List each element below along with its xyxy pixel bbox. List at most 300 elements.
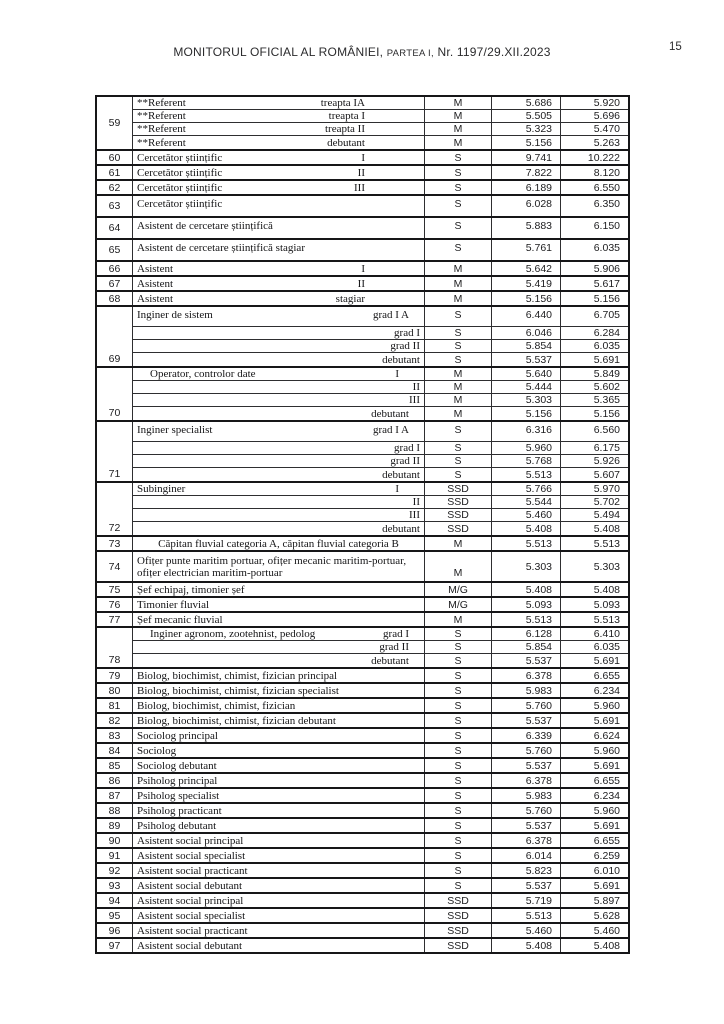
page-number: 15 [669, 41, 682, 53]
job-title-cell [133, 628, 425, 640]
group-rows [133, 628, 628, 667]
education-level-cell: S [425, 340, 492, 352]
row-number-cell [97, 151, 133, 164]
row-group [97, 909, 628, 924]
group-rows [133, 759, 628, 772]
value-col2-cell: 5.702 [593, 496, 620, 508]
row-number: 70 [108, 407, 121, 419]
row-number: 95 [108, 909, 121, 922]
table-row [133, 744, 628, 757]
row-group [97, 307, 628, 368]
grade-label: I [361, 151, 365, 164]
group-rows [133, 789, 628, 802]
value-col2-cell: 6.550 [593, 181, 620, 194]
row-group [97, 583, 628, 598]
job-title-cell [133, 744, 425, 757]
row-number: 77 [108, 613, 121, 626]
value-col2-cell: 5.093 [593, 598, 620, 611]
row-number: 68 [108, 292, 121, 305]
row-group [97, 819, 628, 834]
job-title: **Referent [137, 136, 186, 149]
group-rows [133, 819, 628, 832]
value-col2-cell: 6.410 [593, 628, 620, 640]
value-col1-cell: 5.513 [492, 909, 561, 922]
value-col2-cell: 5.960 [593, 804, 620, 817]
value-col1-cell: 6.046 [492, 327, 561, 339]
group-rows [133, 537, 628, 550]
row-number-cell [97, 196, 133, 216]
table-row [133, 819, 628, 832]
value-col1-cell: 5.760 [492, 699, 561, 712]
education-level-cell: S [425, 849, 492, 862]
job-title-cell [133, 714, 425, 727]
row-number: 97 [108, 939, 121, 952]
job-title: Subinginer [137, 483, 186, 495]
job-title: Cercetător științific [137, 166, 223, 179]
group-rows [133, 909, 628, 922]
education-level-cell: S [425, 628, 492, 640]
education-level-cell: S [425, 654, 492, 667]
job-title-cell [133, 340, 425, 352]
value-col1-cell: 5.766 [492, 483, 561, 495]
table-row [133, 327, 628, 340]
job-title-cell [133, 368, 425, 380]
table-row [133, 849, 628, 862]
value-col2-cell: 5.602 [593, 381, 620, 393]
job-title-cell [133, 641, 425, 653]
row-number-cell [97, 939, 133, 952]
job-title-cell [133, 894, 425, 907]
education-level-cell: M [425, 407, 492, 420]
education-level-cell: S [425, 641, 492, 653]
grade-label: grad I A [372, 424, 409, 436]
table-row [133, 353, 628, 366]
group-rows [133, 483, 628, 535]
job-title-cell [133, 483, 425, 495]
value-col2-cell: 6.655 [593, 834, 620, 847]
grade-label: I [361, 262, 365, 275]
row-group [97, 277, 628, 292]
table-row [133, 909, 628, 922]
job-title: **Referent [137, 110, 186, 122]
value-col2-cell: 6.234 [593, 789, 620, 802]
grade-label: treapta IA [320, 97, 365, 109]
row-number-cell [97, 849, 133, 862]
education-level-cell: S [425, 744, 492, 757]
grade-label: debutant [382, 353, 420, 366]
table-row [133, 669, 628, 682]
education-level-cell: S [425, 669, 492, 682]
job-title-cell [133, 759, 425, 772]
grade-label: debutant [382, 468, 420, 481]
value-col2-cell: 5.470 [593, 123, 620, 135]
row-number-cell [97, 307, 133, 366]
table-row [133, 774, 628, 787]
job-title-cell [133, 327, 425, 339]
value-col1-cell: 5.983 [492, 789, 561, 802]
value-col2-cell: 6.035 [593, 242, 620, 254]
education-level-cell: SSD [425, 483, 492, 495]
row-number: 85 [108, 759, 121, 772]
grade-label: III [409, 394, 420, 406]
group-rows [133, 849, 628, 862]
table-row [133, 552, 628, 581]
grade-label: grad II [390, 455, 420, 467]
row-group [97, 262, 628, 277]
job-title: Ofițer punte maritim portuar, ofițer mecanic maritim-portuar, ofițer electrician maritim-portuar [137, 554, 407, 579]
table-row [133, 292, 628, 305]
education-level-cell: M [425, 97, 492, 109]
value-col2-cell: 8.120 [593, 166, 620, 179]
value-col1-cell: 5.854 [492, 340, 561, 352]
group-rows [133, 151, 628, 164]
table-row [133, 684, 628, 697]
row-number: 72 [108, 522, 121, 534]
education-level-cell: M [425, 123, 492, 135]
job-title: Căpitan fluvial categoria A, căpitan fluvial categoria B [158, 537, 399, 550]
value-col2-cell: 5.513 [593, 537, 620, 550]
job-title: Biolog, biochimist, chimist, fizician specialist [137, 684, 339, 697]
education-level-cell: S [425, 879, 492, 892]
value-col2-cell: 5.926 [593, 455, 620, 467]
row-group [97, 804, 628, 819]
value-col1-cell: 5.513 [492, 468, 561, 481]
value-col1-cell: 6.128 [492, 628, 561, 640]
job-title: Șef mecanic fluvial [137, 613, 223, 626]
job-title-cell [133, 381, 425, 393]
row-number: 83 [108, 729, 121, 742]
job-title: Asistent [137, 277, 174, 290]
grade-label: debutant [371, 407, 409, 420]
group-rows [133, 368, 628, 420]
job-title-cell [133, 939, 425, 952]
job-title: Asistent social debutant [137, 939, 243, 952]
row-group [97, 744, 628, 759]
header-journal-title: MONITORUL OFICIAL AL ROMÂNIEI, [173, 45, 384, 59]
table-row [133, 196, 628, 216]
group-rows [133, 774, 628, 787]
table-row [133, 628, 628, 641]
education-level-cell: S [425, 353, 492, 366]
page-header [0, 45, 724, 59]
row-number-cell [97, 181, 133, 194]
job-title-cell [133, 849, 425, 862]
group-rows [133, 699, 628, 712]
row-group [97, 196, 628, 218]
value-col1-cell: 5.537 [492, 353, 561, 366]
value-col1-cell: 5.760 [492, 804, 561, 817]
row-number-cell [97, 628, 133, 667]
job-title-cell [133, 166, 425, 179]
job-title: Asistent social debutant [137, 879, 243, 892]
header-part-label: PARTEA I, [386, 48, 434, 59]
row-number: 91 [108, 849, 121, 862]
value-col2-cell: 5.460 [593, 924, 620, 937]
value-col1-cell: 6.014 [492, 849, 561, 862]
row-number-cell [97, 879, 133, 892]
job-title-cell [133, 699, 425, 712]
value-col1-cell: 6.378 [492, 834, 561, 847]
education-level-cell: SSD [425, 909, 492, 922]
row-group [97, 774, 628, 789]
value-col2-cell: 6.624 [593, 729, 620, 742]
row-group [97, 759, 628, 774]
row-number-cell [97, 218, 133, 238]
row-group [97, 789, 628, 804]
value-col2-cell: 5.607 [593, 468, 620, 481]
value-col2-cell: 5.156 [593, 292, 620, 305]
table-row [133, 442, 628, 455]
value-col1-cell: 7.822 [492, 166, 561, 179]
row-group [97, 166, 628, 181]
job-title-cell [133, 774, 425, 787]
job-title-cell [133, 97, 425, 109]
row-number-cell [97, 166, 133, 179]
row-number: 71 [108, 468, 121, 480]
education-level-cell: M/G [425, 583, 492, 596]
job-title-cell [133, 669, 425, 682]
value-col2-cell: 5.156 [593, 407, 620, 420]
row-group [97, 924, 628, 939]
value-col1-cell: 6.378 [492, 774, 561, 787]
row-number-cell [97, 864, 133, 877]
group-rows [133, 924, 628, 937]
value-col1-cell: 5.408 [492, 583, 561, 596]
grade-label: grad I [383, 628, 409, 640]
table-row [133, 834, 628, 847]
job-title-cell [133, 598, 425, 611]
value-col2-cell: 6.035 [593, 340, 620, 352]
job-title-cell [133, 442, 425, 454]
row-group [97, 613, 628, 628]
value-col1-cell: 5.323 [492, 123, 561, 135]
value-col2-cell: 5.906 [593, 262, 620, 275]
row-number-cell [97, 909, 133, 922]
value-col2-cell: 5.691 [593, 819, 620, 832]
value-col2-cell: 5.494 [593, 509, 620, 521]
job-title-cell [133, 537, 425, 550]
table-row [133, 654, 628, 667]
row-number-cell [97, 804, 133, 817]
grade-label: I [395, 483, 399, 495]
job-title: **Referent [137, 97, 186, 109]
education-level-cell: S [425, 151, 492, 164]
value-col1-cell: 9.741 [492, 151, 561, 164]
table-row [133, 468, 628, 481]
group-rows [133, 218, 628, 238]
table-row [133, 407, 628, 420]
value-col2-cell: 6.655 [593, 669, 620, 682]
group-rows [133, 292, 628, 305]
value-col1-cell: 5.640 [492, 368, 561, 380]
row-number-cell [97, 422, 133, 481]
row-group [97, 879, 628, 894]
grade-label: grad II [390, 340, 420, 352]
group-rows [133, 552, 628, 581]
row-group [97, 729, 628, 744]
row-group [97, 151, 628, 166]
value-col2-cell: 6.655 [593, 774, 620, 787]
grade-label: III [409, 509, 420, 521]
job-title: **Referent [137, 123, 186, 135]
row-number: 63 [108, 200, 121, 212]
job-title: Inginer specialist [137, 424, 213, 436]
grade-label: grad I [394, 327, 420, 339]
group-rows [133, 97, 628, 149]
job-title: Operator, controlor date [150, 368, 256, 380]
value-col2-cell: 5.408 [593, 583, 620, 596]
value-col1-cell: 5.303 [492, 394, 561, 406]
row-group [97, 422, 628, 483]
job-title: Asistent [137, 262, 174, 275]
education-level-cell: M [425, 552, 492, 581]
table-row [133, 537, 628, 550]
job-title: Psiholog practicant [137, 804, 222, 817]
value-col1-cell: 6.378 [492, 669, 561, 682]
row-number-cell [97, 729, 133, 742]
row-number-cell [97, 699, 133, 712]
value-col1-cell: 5.537 [492, 759, 561, 772]
value-col1-cell: 5.719 [492, 894, 561, 907]
job-title: Asistent [137, 292, 174, 305]
row-number: 62 [108, 181, 121, 194]
grade-label: III [354, 181, 365, 194]
grade-label: stagiar [335, 292, 365, 305]
value-col1-cell: 5.303 [492, 552, 561, 581]
education-level-cell: S [425, 819, 492, 832]
row-number-cell [97, 292, 133, 305]
value-col2-cell: 6.284 [593, 327, 620, 339]
row-number: 82 [108, 714, 121, 727]
value-col2-cell: 5.408 [593, 522, 620, 535]
value-col2-cell: 5.628 [593, 909, 620, 922]
value-col2-cell: 6.035 [593, 641, 620, 653]
education-level-cell: M [425, 277, 492, 290]
value-col2-cell: 5.696 [593, 110, 620, 122]
row-number: 84 [108, 744, 121, 757]
table-row [133, 277, 628, 290]
job-title: Cercetător științific [137, 198, 223, 210]
group-rows [133, 894, 628, 907]
table-row [133, 110, 628, 123]
job-title-cell [133, 110, 425, 122]
education-level-cell: M [425, 292, 492, 305]
value-col1-cell: 5.460 [492, 924, 561, 937]
row-number: 88 [108, 804, 121, 817]
table-row [133, 181, 628, 194]
row-number-cell [97, 262, 133, 275]
row-number: 75 [108, 583, 121, 596]
row-group [97, 537, 628, 552]
value-col1-cell: 5.156 [492, 136, 561, 149]
value-col2-cell: 6.010 [593, 864, 620, 877]
row-number-cell [97, 583, 133, 596]
job-title-cell [133, 353, 425, 366]
table-row [133, 939, 628, 952]
education-level-cell: M [425, 537, 492, 550]
row-number-cell [97, 277, 133, 290]
value-col2-cell: 5.960 [593, 699, 620, 712]
education-level-cell: SSD [425, 522, 492, 535]
row-number: 65 [108, 244, 121, 256]
job-title: Asistent de cercetare științifică [137, 220, 273, 232]
table-row [133, 509, 628, 522]
value-col2-cell: 5.691 [593, 759, 620, 772]
grade-label: debutant [327, 136, 365, 149]
row-number: 64 [108, 222, 121, 234]
row-group [97, 849, 628, 864]
row-group [97, 894, 628, 909]
group-rows [133, 939, 628, 952]
value-col1-cell: 5.537 [492, 819, 561, 832]
job-title-cell [133, 292, 425, 305]
value-col1-cell: 5.823 [492, 864, 561, 877]
group-rows [133, 277, 628, 290]
value-col2-cell: 5.263 [593, 136, 620, 149]
table-row [133, 699, 628, 712]
value-col2-cell: 6.350 [593, 198, 620, 210]
group-rows [133, 583, 628, 596]
value-col2-cell: 5.691 [593, 654, 620, 667]
salary-table [95, 95, 630, 954]
value-col1-cell: 5.854 [492, 641, 561, 653]
education-level-cell: SSD [425, 924, 492, 937]
table-row [133, 613, 628, 626]
table-row [133, 123, 628, 136]
value-col2-cell: 6.234 [593, 684, 620, 697]
row-number-cell [97, 759, 133, 772]
row-number-cell [97, 714, 133, 727]
job-title-cell [133, 552, 425, 581]
education-level-cell: M/G [425, 598, 492, 611]
education-level-cell: S [425, 218, 492, 238]
job-title: Asistent social specialist [137, 909, 246, 922]
row-group [97, 598, 628, 613]
job-title: Asistent social principal [137, 834, 244, 847]
education-level-cell: S [425, 714, 492, 727]
table-row [133, 759, 628, 772]
job-title: Șef echipaj, timonier șef [137, 583, 245, 596]
job-title-cell [133, 422, 425, 441]
group-rows [133, 181, 628, 194]
value-col1-cell: 5.537 [492, 879, 561, 892]
job-title-cell [133, 151, 425, 164]
job-title-cell [133, 613, 425, 626]
job-title-cell [133, 496, 425, 508]
row-number: 78 [108, 654, 121, 666]
row-number: 59 [108, 117, 121, 129]
value-col2-cell: 5.513 [593, 613, 620, 626]
grade-label: grad I [394, 442, 420, 454]
value-col2-cell: 5.408 [593, 939, 620, 952]
row-group [97, 864, 628, 879]
job-title: Psiholog specialist [137, 789, 220, 802]
job-title-cell [133, 819, 425, 832]
job-title: Sociolog [137, 744, 177, 757]
value-col2-cell: 5.365 [593, 394, 620, 406]
table-row [133, 307, 628, 327]
value-col2-cell: 5.960 [593, 744, 620, 757]
row-number-cell [97, 552, 133, 581]
value-col1-cell: 5.444 [492, 381, 561, 393]
row-number: 87 [108, 789, 121, 802]
value-col2-cell: 5.849 [593, 368, 620, 380]
grade-label: treapta II [325, 123, 365, 135]
value-col2-cell: 6.259 [593, 849, 620, 862]
education-level-cell: SSD [425, 939, 492, 952]
table-row [133, 218, 628, 238]
value-col2-cell: 5.691 [593, 714, 620, 727]
